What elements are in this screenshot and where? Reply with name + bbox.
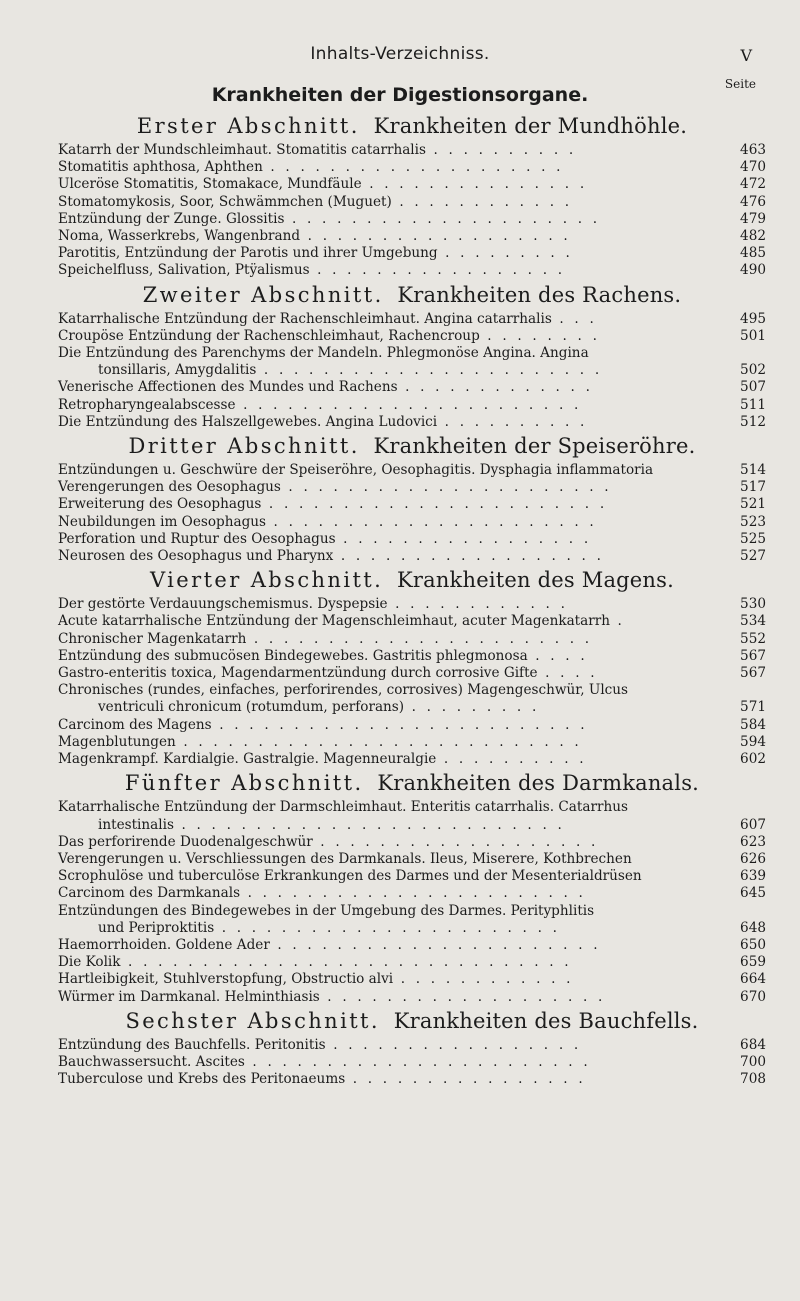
toc-entry bbox=[58, 885, 766, 902]
entry-text-block bbox=[58, 228, 766, 245]
toc-entry bbox=[58, 514, 766, 531]
toc-entry bbox=[58, 397, 766, 414]
entry-title: Venerische Affectionen des Mundes und Rachens bbox=[58, 379, 398, 396]
toc-entry bbox=[58, 903, 766, 937]
entry-page-number: 623 bbox=[740, 833, 766, 850]
entry-title: Croupöse Entzündung der Rachenschleimhaut, Rachencroup bbox=[58, 327, 480, 344]
entry-page-number: 479 bbox=[740, 210, 766, 227]
dot-leader: . . . . . . . . . . . . . . . . . . . . . . . bbox=[214, 919, 561, 936]
entry-page-number: 470 bbox=[740, 159, 766, 176]
entry-text-block bbox=[58, 548, 766, 565]
entry-title: Katarrh der Mundschleimhaut. Stomatitis catarrhalis bbox=[58, 142, 426, 158]
entry-title: Der gestörte Verdauungschemismus. Dyspepsie bbox=[58, 596, 388, 613]
toc-entry bbox=[58, 734, 766, 751]
entry-text-block bbox=[58, 414, 766, 431]
section-ordinal: Vierter Abschnitt. bbox=[149, 568, 384, 593]
dot-leader: . . . . . . . . . . . . . . . . bbox=[345, 1071, 586, 1088]
entry-page-number: 584 bbox=[740, 716, 766, 733]
toc-entry bbox=[58, 328, 766, 345]
entry-page-number: 659 bbox=[740, 954, 766, 971]
entry-title: Chronischer Magenkatarrh bbox=[58, 630, 247, 647]
dot-leader: . . . . . . . . . . . . . . . bbox=[361, 176, 588, 193]
entry-text-block bbox=[58, 989, 766, 1006]
dot-leader: . . . . . . . . . . . . . . . . . bbox=[309, 262, 566, 279]
entry-title: Neubildungen im Oesophagus bbox=[58, 513, 267, 530]
entry-page-number: 482 bbox=[740, 228, 766, 245]
entry-page-number: 485 bbox=[740, 245, 766, 262]
entry-continuation-line bbox=[58, 699, 714, 716]
entry-title: Entzündung der Zunge. Glossitis bbox=[58, 210, 285, 227]
entry-title: Scrophulöse und tuberculöse Erkrankungen des Darmes und der Mesenterialdrüsen bbox=[58, 868, 642, 885]
running-head bbox=[0, 44, 800, 70]
entry-page-number: 552 bbox=[740, 630, 766, 647]
entry-page-number: 527 bbox=[740, 548, 766, 565]
entry-page-number: 664 bbox=[740, 971, 766, 988]
entry-title: Noma, Wasserkrebs, Wangenbrand bbox=[58, 228, 301, 245]
entry-text-block bbox=[58, 142, 766, 159]
dot-leader: . . . . . . . . . . . . . . . . . bbox=[335, 530, 592, 547]
entry-title: Die Entzündung des Halszellgewebes. Angina Ludovici bbox=[58, 413, 438, 430]
entry-continuation-line bbox=[58, 362, 714, 379]
entry-page-number: 523 bbox=[740, 513, 766, 530]
dot-leader: . . . . . . . . . . . . . . . . . . . . . . . . . . . bbox=[175, 733, 582, 750]
entry-text-block bbox=[58, 665, 766, 682]
entry-text-block bbox=[58, 937, 766, 954]
entry-page-number: 700 bbox=[740, 1053, 766, 1070]
dot-leader: . . . . . . . . . . . . . . . . . . . bbox=[312, 833, 599, 850]
entry-title: Stomatitis aphthosa, Aphthen bbox=[58, 159, 263, 176]
section-heading bbox=[58, 769, 766, 799]
dot-leader: . . . . . . . . . . . . . . . . . . . . . . . bbox=[261, 496, 608, 513]
entry-page-number: 463 bbox=[740, 142, 766, 158]
entry-title: Acute katarrhalische Entzündung der Magenschleimhaut, acuter Magenkatarrh bbox=[58, 613, 611, 630]
dot-leader: . . . . . . . . . . bbox=[437, 413, 588, 430]
entry-page-number: 517 bbox=[740, 479, 766, 496]
entry-page-number: 571 bbox=[740, 699, 766, 716]
dot-leader: . . . . . . . . . . . . . . . . . . . . . . . . . . . . . . bbox=[120, 954, 572, 971]
dot-leader: . . . . . . . . . . . . . . . . . . . . . . . bbox=[256, 362, 603, 379]
toc-entry bbox=[58, 834, 766, 851]
entry-title: Die Kolik bbox=[58, 954, 121, 971]
entry-page-number: 648 bbox=[740, 919, 766, 936]
entry-page-number: 607 bbox=[740, 816, 766, 833]
entry-text-block bbox=[58, 262, 766, 279]
entry-text-block bbox=[58, 176, 766, 193]
section-title: Krankheiten der Mundhöhle. bbox=[373, 114, 688, 138]
entry-text-block bbox=[58, 1037, 766, 1054]
entry-title: Carcinom des Darmkanals bbox=[58, 885, 241, 902]
toc-entry bbox=[58, 613, 766, 630]
entry-continuation: tonsillaris, Amygdalitis bbox=[98, 362, 257, 379]
section-title: Krankheiten des Darmkanals. bbox=[377, 771, 700, 796]
toc-entry bbox=[58, 989, 766, 1006]
toc-entry bbox=[58, 211, 766, 228]
dot-leader: . . . . . . . . . . . . . . . . . . . . . . . bbox=[235, 396, 582, 413]
entry-continuation: ventriculi chronicum (rotumdum, perforans) bbox=[98, 699, 405, 716]
dot-leader: . . . . . . . . bbox=[479, 327, 601, 344]
entry-text-block bbox=[58, 328, 766, 345]
toc-entry bbox=[58, 937, 766, 954]
toc-entry bbox=[58, 868, 766, 885]
section-heading bbox=[58, 112, 766, 142]
dot-leader: . . . . . . . . . . . . . . . . . . . bbox=[319, 988, 606, 1005]
section-title: Krankheiten des Magens. bbox=[396, 568, 675, 593]
entry-title: Gastro-enteritis toxica, Magendarmentzündung durch corrosive Gifte bbox=[58, 665, 538, 682]
entry-title: Neurosen des Oesophagus und Pharynx bbox=[58, 548, 334, 565]
entry-text-block bbox=[58, 868, 766, 885]
entry-text-block bbox=[58, 211, 766, 228]
entry-title: Die Entzündung des Parenchyms der Mandeln. Phlegmonöse Angina. Angina bbox=[58, 345, 589, 362]
dot-leader: . . . . . . . . . . . . . . . . . . . . . . . bbox=[244, 1053, 591, 1070]
entry-page-number: 684 bbox=[740, 1036, 766, 1053]
main-title: Krankheiten der Digestionsorgane. bbox=[211, 84, 589, 106]
toc-entry bbox=[58, 245, 766, 262]
section-ordinal: Sechster Abschnitt. bbox=[125, 1008, 380, 1033]
section-title: Krankheiten des Rachens. bbox=[397, 282, 682, 307]
entry-continuation: intestinalis bbox=[98, 816, 174, 833]
entry-text-block bbox=[58, 648, 766, 665]
entry-page-number: 567 bbox=[740, 665, 766, 682]
entry-text-block bbox=[58, 479, 766, 496]
entry-text-block bbox=[58, 194, 766, 211]
entry-page-number: 645 bbox=[740, 885, 766, 902]
entry-title: Entzündungen des Bindegewebes in der Umgebung des Darmes. Perityphlitis bbox=[58, 902, 595, 919]
section-title: Krankheiten des Bauchfells. bbox=[393, 1008, 699, 1033]
dot-leader: . . . . . . . . . . . . . . . . . . . . . . bbox=[269, 936, 601, 953]
entry-title: Katarrhalische Entzündung der Rachenschleimhaut. Angina catarrhalis bbox=[58, 310, 552, 327]
dot-leader: . . . . . . . . . . . . bbox=[387, 596, 569, 613]
entry-page-number: 514 bbox=[740, 462, 766, 479]
entry-continuation: und Periproktitis bbox=[98, 919, 215, 936]
entry-title: Erweiterung des Oesophagus bbox=[58, 496, 262, 513]
toc-entry bbox=[58, 954, 766, 971]
dot-leader: . . . . . . . . . . . . . . . . . . . . . . . bbox=[246, 630, 593, 647]
toc-entry bbox=[58, 1037, 766, 1054]
toc-entry bbox=[58, 462, 766, 479]
entry-text-block bbox=[58, 751, 766, 768]
entry-text-block bbox=[58, 799, 766, 833]
entry-page-number: 511 bbox=[740, 396, 766, 413]
entry-text-block bbox=[58, 245, 766, 262]
entry-text-block bbox=[58, 834, 766, 851]
dot-leader: . . . . . . . . . bbox=[437, 245, 573, 262]
dot-leader: . . . bbox=[551, 310, 597, 327]
entry-title: Würmer im Darmkanal. Helminthiasis bbox=[58, 988, 320, 1005]
dot-leader: . . . . bbox=[537, 665, 598, 682]
entry-page-number: 626 bbox=[740, 850, 766, 867]
dot-leader: . . . . . . . . . . . . . . . . . . . . . . . bbox=[240, 885, 587, 902]
entry-title: Tuberculose und Krebs des Peritonaeums bbox=[58, 1071, 346, 1088]
section-heading bbox=[58, 566, 766, 596]
entry-title: Parotitis, Entzündung der Parotis und ihrer Umgebung bbox=[58, 245, 438, 262]
toc-entry bbox=[58, 262, 766, 279]
entry-page-number: 534 bbox=[740, 613, 766, 630]
entry-text-block bbox=[58, 682, 766, 716]
entry-page-number: 521 bbox=[740, 496, 766, 513]
toc-entry bbox=[58, 159, 766, 176]
toc-entry bbox=[58, 717, 766, 734]
entry-continuation-line bbox=[58, 920, 714, 937]
entry-title: Entzündungen u. Geschwüre der Speiseröhre, Oesophagitis. Dysphagia inflammatoria bbox=[58, 462, 654, 479]
entry-page-number: 708 bbox=[740, 1071, 766, 1088]
entry-title: Carcinom des Magens bbox=[58, 716, 212, 733]
entry-text-block bbox=[58, 613, 766, 630]
dot-leader: . . . . . . . . . . . . . . . . . . . . . bbox=[284, 210, 601, 227]
toc-entry bbox=[58, 596, 766, 613]
entry-page-number: 507 bbox=[740, 379, 766, 396]
entry-title: Speichelfluss, Salivation, Ptÿalismus bbox=[58, 262, 310, 279]
entry-text-block bbox=[58, 462, 766, 479]
toc-entry bbox=[58, 799, 766, 833]
toc-entry bbox=[58, 1071, 766, 1088]
toc-entry bbox=[58, 751, 766, 768]
toc-entry bbox=[58, 851, 766, 868]
entry-text-block bbox=[58, 971, 766, 988]
section-ordinal: Fünfter Abschnitt. bbox=[124, 771, 364, 796]
entry-text-block bbox=[58, 717, 766, 734]
dot-leader: . . . . . . . . . . . . bbox=[393, 971, 574, 988]
entry-text-block bbox=[58, 379, 766, 396]
dot-leader: . . . . . . . . . . . . . . . . . . . . bbox=[262, 159, 564, 176]
dot-leader: . . . . . . . . . . . . . . . . . . bbox=[300, 228, 571, 245]
dot-leader: . . . . . . . . . . . . . . . . . bbox=[325, 1036, 582, 1053]
entry-title: Chronisches (rundes, einfaches, perforirendes, corrosives) Magengeschwür, Ulcus bbox=[58, 682, 629, 699]
entry-page-number: 490 bbox=[740, 262, 766, 279]
entry-text-block bbox=[58, 631, 766, 648]
dot-leader: . . . . . . . . . . bbox=[436, 751, 587, 768]
entry-text-block bbox=[58, 1071, 766, 1088]
entry-title: Das perforirende Duodenalgeschwür bbox=[58, 833, 313, 850]
entry-page-number: 567 bbox=[740, 647, 766, 664]
dot-leader: . bbox=[610, 613, 626, 630]
section-ordinal: Dritter Abschnitt. bbox=[128, 434, 360, 459]
entry-title: Entzündung des Bauchfells. Peritonitis bbox=[58, 1036, 326, 1053]
entry-title: Entzündung des submucösen Bindegewebes. Gastritis phlegmonosa bbox=[58, 647, 528, 664]
entry-page-number: 472 bbox=[740, 176, 766, 193]
dot-leader: . . . . . . . . . . bbox=[425, 142, 577, 158]
entry-text-block bbox=[58, 954, 766, 971]
toc-entry bbox=[58, 631, 766, 648]
dot-leader: . . . . . . . . . . . . . . . . . . . . . . . . . . bbox=[173, 816, 566, 833]
section-heading bbox=[58, 432, 766, 462]
entry-text-block bbox=[58, 514, 766, 531]
entry-page-number: 502 bbox=[740, 362, 766, 379]
dot-leader: . . . . . . . . . bbox=[404, 699, 540, 716]
toc-entry bbox=[58, 194, 766, 211]
section-heading bbox=[58, 1007, 766, 1037]
dot-leader: . . . . . . . . . . . . . . . . . . . . . . . . . bbox=[211, 716, 588, 733]
entry-page-number: 476 bbox=[740, 193, 766, 210]
entry-title: Hartleibigkeit, Stuhlverstopfung, Obstructio alvi bbox=[58, 971, 394, 988]
dot-leader: . . . . . . . . . . . . . . . . . . . . . . bbox=[266, 513, 597, 530]
toc-entry bbox=[58, 496, 766, 513]
dot-leader: . . . . . . . . . . . . . bbox=[397, 379, 594, 396]
entry-text-block bbox=[58, 851, 766, 868]
section-ordinal: Erster Abschnitt. bbox=[136, 114, 360, 138]
toc-entry bbox=[58, 228, 766, 245]
dot-leader: . . . . bbox=[527, 647, 588, 664]
entry-title: Verengerungen des Oesophagus bbox=[58, 479, 281, 496]
entry-text-block bbox=[58, 345, 766, 379]
entry-title: Magenblutungen bbox=[58, 733, 176, 750]
toc-entry bbox=[58, 142, 766, 159]
entry-title: Haemorrhoiden. Goldene Ader bbox=[58, 936, 270, 953]
entry-continuation-line bbox=[58, 817, 714, 834]
entry-title: Katarrhalische Entzündung der Darmschleimhaut. Enteritis catarrhalis. Catarrhus bbox=[58, 799, 628, 816]
entry-text-block bbox=[58, 596, 766, 613]
entry-page-number: 670 bbox=[740, 988, 766, 1005]
toc-entry bbox=[58, 176, 766, 193]
toc-entry bbox=[58, 648, 766, 665]
toc-entry bbox=[58, 531, 766, 548]
entry-title: Retropharyngealabscesse bbox=[58, 396, 236, 413]
toc-entry bbox=[58, 682, 766, 716]
toc-entry bbox=[58, 1054, 766, 1071]
toc-entry bbox=[58, 311, 766, 328]
running-title: Inhalts-Verzeichniss. bbox=[310, 44, 490, 64]
section-title: Krankheiten der Speiseröhre. bbox=[373, 434, 696, 459]
dot-leader: . . . . . . . . . . . . . . . . . . . . . . bbox=[280, 479, 612, 496]
entry-text-block bbox=[58, 885, 766, 902]
entry-page-number: 495 bbox=[740, 310, 766, 327]
entry-page-number: 650 bbox=[740, 936, 766, 953]
toc-entry bbox=[58, 971, 766, 988]
entry-text-block bbox=[58, 734, 766, 751]
entry-page-number: 594 bbox=[740, 733, 766, 750]
entry-page-number: 602 bbox=[740, 751, 766, 768]
entry-text-block bbox=[58, 903, 766, 937]
entry-text-block bbox=[58, 496, 766, 513]
entry-title: Bauchwassersucht. Ascites bbox=[58, 1053, 245, 1070]
entry-title: Magenkrampf. Kardialgie. Gastralgie. Magenneuralgie bbox=[58, 751, 437, 768]
entry-page-number: 525 bbox=[740, 530, 766, 547]
toc-entry bbox=[58, 345, 766, 379]
entry-page-number: 530 bbox=[740, 596, 766, 613]
entry-title: Verengerungen u. Verschliessungen des Darmkanals. Ileus, Miserere, Kothbrechen bbox=[58, 850, 632, 867]
entry-title: Stomatomykosis, Soor, Schwämmchen (Muguet) bbox=[58, 193, 392, 210]
toc-entry bbox=[58, 379, 766, 396]
entry-text-block bbox=[58, 531, 766, 548]
entry-text-block bbox=[58, 1054, 766, 1071]
toc-entry bbox=[58, 479, 766, 496]
toc-entry bbox=[58, 665, 766, 682]
entry-page-number: 501 bbox=[740, 327, 766, 344]
dot-leader: . . . . . . . . . . . . bbox=[391, 193, 573, 210]
entry-title: Ulceröse Stomatitis, Stomakace, Mundfäule bbox=[58, 176, 362, 193]
entry-page-number: 639 bbox=[740, 868, 766, 885]
entry-title: Perforation und Ruptur des Oesophagus bbox=[58, 530, 336, 547]
seite-column-label: Seite bbox=[724, 77, 756, 91]
entry-text-block bbox=[58, 311, 766, 328]
table-of-contents bbox=[58, 111, 766, 1088]
toc-entry bbox=[58, 548, 766, 565]
dot-leader: . . . . . . . . . . . . . . . . . . bbox=[333, 548, 605, 565]
entry-text-block bbox=[58, 159, 766, 176]
entry-page-number: 512 bbox=[740, 413, 766, 430]
section-ordinal: Zweiter Abschnitt. bbox=[142, 282, 384, 307]
toc-entry bbox=[58, 414, 766, 431]
entry-text-block bbox=[58, 397, 766, 414]
section-heading bbox=[58, 281, 766, 311]
page-number: V bbox=[740, 46, 752, 65]
